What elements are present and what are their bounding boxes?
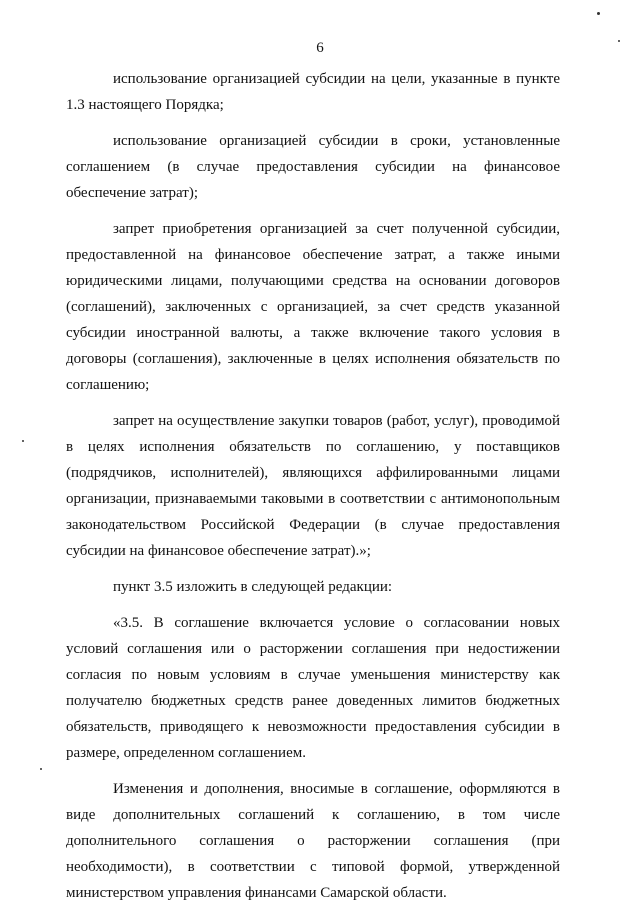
paragraph-4: запрет на осуществление закупки товаров (работ, услуг), проводимой в целях исполнения обязательств по соглашению, у поставщиков (подрядчиков, исполнителей), являющихся аффилированными лицами организации, признаваемыми таковыми в соответствии с антимонопольным законодательством Российской Федерации (в случае предоставления субсидии на финансовое обеспечение затрат).»; — [66, 413, 560, 559]
scan-speck — [22, 440, 24, 442]
paragraph-7: Изменения и дополнения, вносимые в соглашение, оформляются в виде дополнительных соглашений к соглашению, в том числе дополнительного соглашения о расторжении соглашения (при необходимости), в соответствии с типовой формой, утвержденной министерством управления финансами Самарской области. — [66, 781, 560, 901]
scan-speck — [618, 40, 620, 42]
page-number: 6 — [316, 40, 324, 56]
paragraph-5: пункт 3.5 изложить в следующей редакции: — [113, 579, 393, 595]
paragraph-3: запрет приобретения организацией за счет полученной субсидии, предоставленной на финансовое обеспечение затрат, а также иными юридическими лицами, получающими средства на основании договоров (соглашений), заключенных с организацией, за счет средств указанной субсидии иностранной валюты, а также включение такого условия в договоры (соглашения), заключенные в целях исполнения обязательств по соглашению; — [66, 221, 560, 393]
paragraph-6: «3.5. В соглашение включается условие о согласовании новых условий соглашения или о расторжении соглашения при недостижении согласия по новым условиям в случае уменьшения министерству как получателю бюджетных средств ранее доведенных лимитов бюджетных обязательств, приводящего к невозможности предоставления субсидии в размере, определенном соглашением. — [66, 615, 560, 761]
scan-speck — [597, 12, 600, 15]
document-body — [66, 66, 560, 916]
scan-speck — [40, 768, 42, 770]
paragraph-2: использование организацией субсидии в сроки, установленные соглашением (в случае предоставления субсидии на финансовое обеспечение затрат); — [66, 133, 560, 201]
paragraph-1: использование организацией субсидии на цели, указанные в пункте 1.3 настоящего Порядка; — [66, 71, 560, 113]
